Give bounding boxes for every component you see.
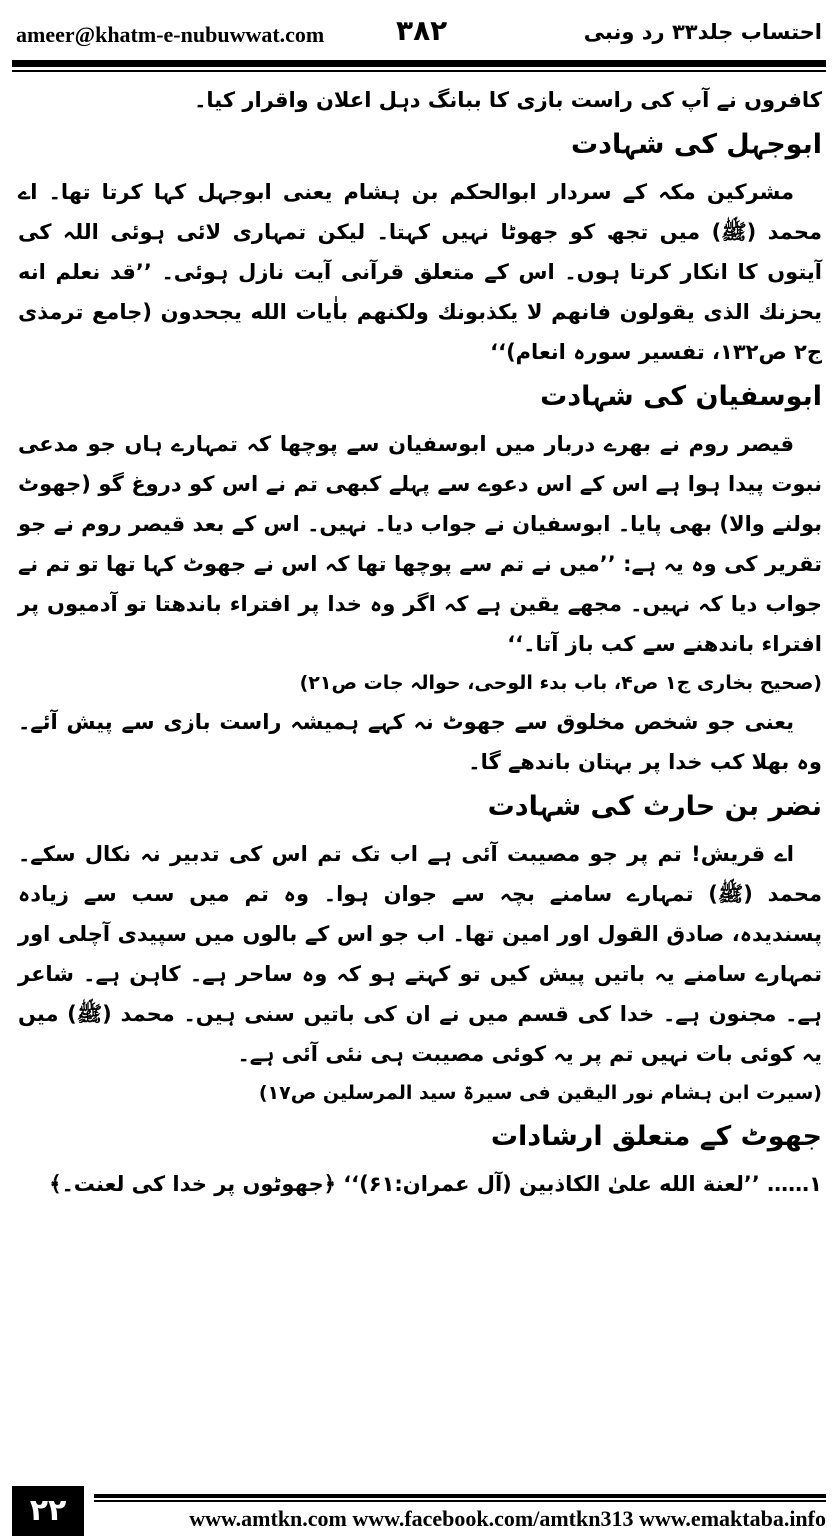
abu-sufyan-citation: (صحیح بخاری ج۱ ص۴، باب بدء الوحی، حوالہ جات ص۲۱)	[299, 672, 822, 694]
header-page-number: ۳۸۲	[396, 14, 448, 47]
footer-rule-thick	[94, 1494, 826, 1498]
header-email: ameer@khatm-e-nubuwwat.com	[16, 22, 325, 47]
abu-jahl-body	[18, 172, 822, 372]
page-footer	[12, 1482, 826, 1540]
page-header	[12, 6, 826, 56]
footer-rule-thin	[94, 1500, 826, 1502]
footer-urls: www.amtkn.com www.facebook.com/amtkn313 www.emaktaba.info	[189, 1506, 826, 1531]
nadr-citation: (سیرت ابن ہشام نور الیقین فی سیرۃ سید المرسلین ص۱۷)	[258, 1082, 822, 1104]
heading-nadr-bin-harith: نضر بن حارث کی شہادت	[487, 791, 822, 822]
header-book-title: احتساب جلد۳۳ رد ونبی	[583, 20, 822, 44]
abu-jahl-quran-quote: ’’قد نعلم انه يحزنك الذى يقولون فانهم لا يكذبونك ولكنهم باٰيات الله يجحدون (جامع ترمذی ج۲ ص۱۳۲، تفسیر سورہ انعام)‘‘	[18, 260, 822, 364]
nadr-body: اے قریش! تم پر جو مصیبت آئی ہے اب تک تم اس کی تدبیر نہ نکال سکے۔ محمد (ﷺ) تمہارے سامنے بچہ سے جوان ہوا۔ وہ تم میں سب سے زیادہ پسندیدہ، صادق القول اور امین تھا۔ اب جو اس کے بالوں میں سپیدی آچلی اور تمہارے سامنے یہ باتیں پیش کیں تو کہتے ہو کہ وہ ساحر ہے۔ کاہن ہے۔ شاعر ہے۔ مجنون ہے۔ خدا کی قسم میں نے ان کی باتیں سنی ہیں۔ محمد (ﷺ) میں یہ کوئی بات نہیں تم پر یہ کوئی مصیبت ہی نئی آئی ہے۔	[18, 842, 822, 1066]
abu-jahl-text: مشرکین مکہ کے سردار ابوالحکم بن ہشام یعنی ابوجہل کہا کرتا تھا۔ اے محمد (ﷺ) میں تجھ کو جھوٹا نہیں کہتا۔ لیکن تمہاری لائی ہوئی اللہ کی آیتوں کا انکار کرتا ہوں۔ اس کے متعلق قرآنی آیت نازل ہوئی۔	[18, 180, 822, 284]
heading-abu-sufyan: ابوسفیان کی شہادت	[540, 381, 822, 412]
header-rule-thick	[12, 60, 826, 67]
heading-lying-sayings: جھوٹ کے متعلق ارشادات	[490, 1121, 822, 1152]
heading-abu-jahl: ابوجہل کی شہادت	[570, 129, 822, 160]
intro-line: کافروں نے آپ کی راست بازی کا ببانگ دہل اعلان واقرار کیا۔	[194, 88, 822, 112]
abu-sufyan-comment: یعنی جو شخص مخلوق سے جھوٹ نہ کہے ہمیشہ راست بازی سے پیش آئے۔ وہ بھلا کب خدا پر بہتان باندھے گا۔	[18, 710, 822, 774]
page-body	[18, 80, 822, 1478]
header-rule-thin	[12, 70, 826, 72]
lying-item-1: ۱…… ’’لعنة الله علىٰ الكاذبين (آل عمران:۶۱)‘‘ ﴿جھوٹوں پر خدا کی لعنت۔﴾	[49, 1172, 822, 1196]
abu-sufyan-body: قیصر روم نے بھرے دربار میں ابوسفیان سے پوچھا کہ تمہارے ہاں جو مدعی نبوت پیدا ہوا ہے اس کے اس دعوے سے پہلے کبھی تم نے اس کو دروغ گو (جھوٹ بولنے والا) بھی پایا۔ ابوسفیان نے جواب دیا۔ نہیں۔ اس کے بعد قیصر روم نے جو تقریر کی وہ یہ ہے: ’’میں نے تم سے پوچھا تھا کہ اس نے جھوٹ کہا تھا تو تم نے جواب دیا کہ نہیں۔ مجھے یقین ہے کہ اگر وہ خدا پر افتراء باندھتا تو آدمیوں پر افتراء باندھنے سے کب باز آتا۔‘‘	[18, 432, 822, 656]
footer-page-number: ۲۲	[12, 1486, 84, 1536]
